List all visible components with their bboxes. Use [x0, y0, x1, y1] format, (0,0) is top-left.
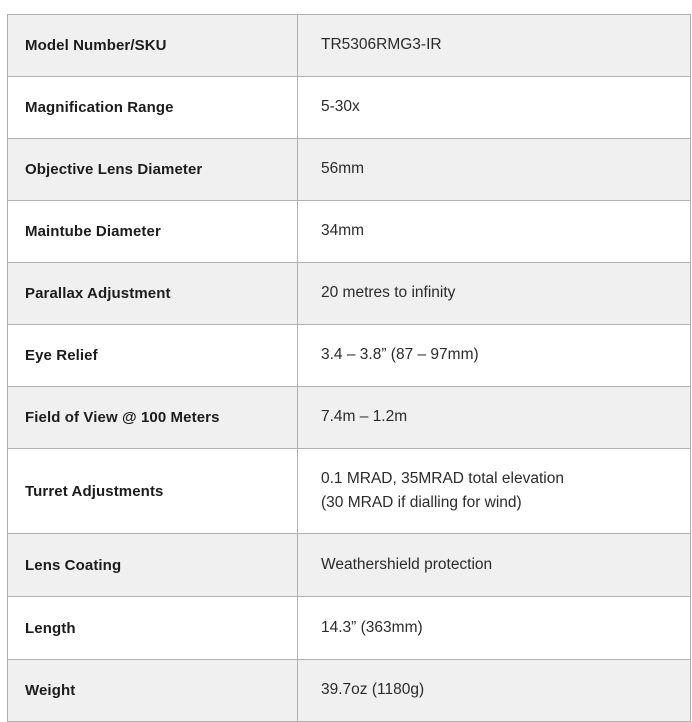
spec-label: Maintube Diameter: [8, 201, 298, 262]
spec-label: Weight: [8, 660, 298, 721]
spec-value: TR5306RMG3-IR: [321, 36, 442, 54]
spec-row-objective-lens: [8, 139, 690, 201]
spec-label: Field of View @ 100 Meters: [8, 387, 298, 448]
spec-label: Lens Coating: [8, 534, 298, 596]
spec-value: 5-30x: [321, 98, 360, 116]
spec-row-magnification: [8, 77, 690, 139]
spec-value: 39.7oz (1180g): [321, 681, 425, 699]
spec-value: 14.3” (363mm): [321, 618, 423, 636]
spec-label: Length: [8, 597, 298, 659]
spec-row-parallax: [8, 263, 690, 325]
spec-row-model-number: [8, 15, 690, 77]
spec-label: Eye Relief: [8, 325, 298, 386]
spec-value: 20 metres to infinity: [321, 284, 456, 302]
spec-row-field-of-view: [8, 387, 690, 449]
spec-value: 56mm: [321, 160, 365, 178]
spec-label: Model Number/SKU: [8, 15, 298, 76]
spec-value-line-2: (30 MRAD if dialling for wind): [321, 494, 522, 511]
spec-value: 34mm: [321, 222, 365, 240]
spec-row-turret: [8, 449, 690, 534]
spec-label: Objective Lens Diameter: [8, 139, 298, 200]
spec-row-length: [8, 597, 690, 660]
spec-label: Magnification Range: [8, 77, 298, 138]
spec-row-maintube: [8, 201, 690, 263]
spec-table: [7, 14, 691, 722]
spec-value: 7.4m – 1.2m: [321, 408, 408, 426]
spec-label: Parallax Adjustment: [8, 263, 298, 324]
spec-row-eye-relief: [8, 325, 690, 387]
spec-value: [298, 449, 690, 533]
spec-value: Weathershield protection: [321, 555, 493, 573]
spec-value-line-1: 0.1 MRAD, 35MRAD total elevation: [321, 469, 564, 487]
spec-row-lens-coating: [8, 534, 690, 597]
spec-value: 3.4 – 3.8” (87 – 97mm): [321, 346, 479, 364]
spec-label: Turret Adjustments: [8, 449, 298, 533]
